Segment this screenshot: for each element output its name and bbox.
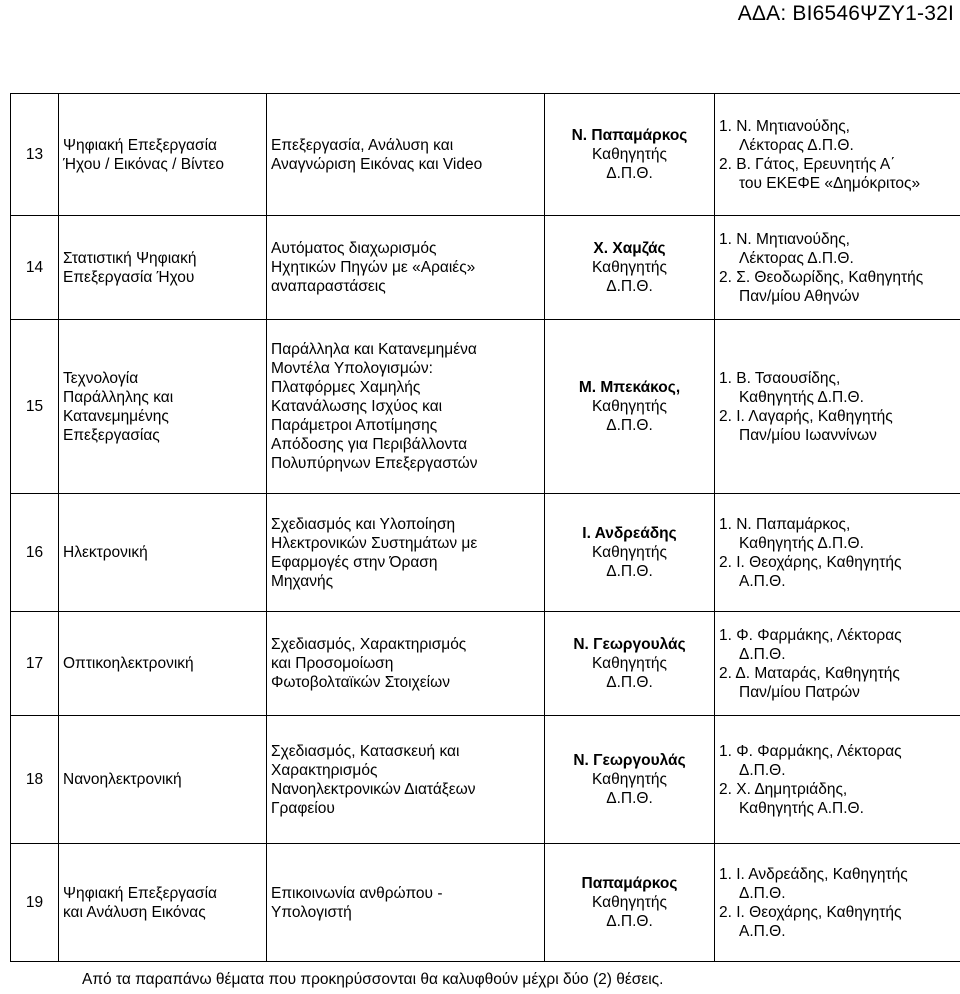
supervisor-line: Καθηγητής (592, 544, 667, 561)
title-line: Επεξεργασία, Ανάλυση και (271, 136, 454, 154)
area-line: Τεχνολογία (63, 369, 139, 387)
row-number: 18 (11, 716, 59, 844)
row-number: 13 (11, 94, 59, 216)
table-row (11, 216, 960, 320)
area-line: Επεξεργασίας (63, 426, 160, 444)
supervisor-line: Δ.Π.Θ. (606, 674, 653, 691)
supervisor-line: Δ.Π.Θ. (606, 563, 653, 580)
area-line: Επεξεργασία Ήχου (63, 268, 195, 286)
row-number: 14 (11, 216, 59, 320)
title-line: Πλατφόρμες Χαμηλής (271, 379, 421, 396)
area-line: Οπτικοηλεκτρονική (63, 655, 194, 672)
table-row (11, 716, 960, 844)
title-line: Νανοηλεκτρονικών Διατάξεων (271, 780, 476, 798)
area-cell (59, 612, 267, 716)
area-cell (59, 216, 267, 320)
title-line: Σχεδιασμός, Κατασκευή και (271, 742, 460, 760)
area-line: Ήχου / Εικόνας / Βίντεο (63, 155, 224, 173)
title-line: Αυτόματος διαχωρισμός (271, 240, 437, 257)
committee-cell (715, 320, 960, 494)
committee-line: 1. Β. Τσαουσίδης, (719, 369, 841, 387)
title-line: Μοντέλα Υπολογισμών: (271, 360, 433, 377)
area-line: Ψηφιακή Επεξεργασία (63, 136, 217, 154)
title-cell (267, 216, 545, 320)
committee-line: Δ.Π.Θ. (739, 884, 786, 902)
supervisor-cell (545, 216, 715, 320)
title-line: Σχεδιασμός και Υλοποίηση (271, 515, 456, 533)
committee-line: Δ.Π.Θ. (739, 645, 786, 663)
supervisor-line: Δ.Π.Θ. (606, 278, 653, 295)
title-line: Παράμετροι Αποτίμησης (271, 417, 438, 434)
committee-line: Λέκτορας Δ.Π.Θ. (739, 136, 854, 154)
supervisor-line: Καθηγητής (592, 259, 667, 276)
row-number: 17 (11, 612, 59, 716)
title-line: Μηχανής (271, 572, 334, 590)
committee-line: 2. Δ. Ματαράς, Καθηγητής (719, 664, 900, 682)
area-line: Κατανεμημένης (63, 407, 169, 425)
title-cell (267, 320, 545, 494)
title-line: Γραφείου (271, 799, 335, 817)
committee-cell (715, 494, 960, 612)
committee-line: 1. Φ. Φαρμάκης, Λέκτορας (719, 742, 902, 760)
title-line: Εφαρμογές στην Όραση (271, 553, 438, 571)
title-line: Απόδοσης για Περιβάλλοντα (271, 436, 468, 453)
title-cell (267, 494, 545, 612)
area-cell (59, 494, 267, 612)
row-number: 16 (11, 494, 59, 612)
supervisor-line: Δ.Π.Θ. (606, 417, 653, 434)
supervisor-line: Ν. Γεωργουλάς (573, 752, 686, 769)
table-row (11, 494, 960, 612)
area-cell (59, 94, 267, 216)
title-line: αναπαραστάσεις (271, 278, 386, 295)
committee-line: 1. Φ. Φαρμάκης, Λέκτορας (719, 626, 902, 644)
committee-cell (715, 844, 960, 962)
area-cell (59, 716, 267, 844)
supervisor-line: Χ. Χαμζάς (593, 240, 666, 257)
committee-line: Λέκτορας Δ.Π.Θ. (739, 249, 854, 267)
title-line: Ηλεκτρονικών Συστημάτων με (271, 534, 478, 552)
supervisor-cell (545, 716, 715, 844)
title-line: Παράλληλα και Κατανεμημένα (271, 341, 477, 358)
title-line: Σχεδιασμός, Χαρακτηρισμός (271, 636, 467, 653)
title-line: Επικοινωνία ανθρώπου - (271, 884, 443, 902)
area-line: Ψηφιακή Επεξεργασία (63, 884, 217, 902)
supervisor-line: Δ.Π.Θ. (606, 790, 653, 807)
footnote: Από τα παραπάνω θέματα που προκηρύσσονται θα καλυφθούν μέχρι δύο (2) θέσεις. (82, 971, 664, 988)
area-line: Παράλληλης και (63, 388, 174, 406)
table-row (11, 612, 960, 716)
row-number: 15 (11, 320, 59, 494)
table-row (11, 94, 960, 216)
area-line: και Ανάλυση Εικόνας (63, 903, 206, 921)
table-row (11, 320, 960, 494)
committee-line: Παν/μίου Αθηνών (739, 287, 860, 305)
title-line: Υπολογιστή (271, 903, 352, 921)
supervisor-line: Ν. Γεωργουλάς (573, 636, 686, 653)
committee-line: 2. Ι. Θεοχάρης, Καθηγητής (719, 903, 902, 921)
committee-line: 1. Ν. Μητιανούδης, (719, 117, 850, 135)
title-line: Πολυπύρηνων Επεξεργαστών (271, 455, 478, 472)
supervisor-line: Δ.Π.Θ. (606, 165, 653, 182)
committee-line: Α.Π.Θ. (739, 922, 786, 940)
supervisor-line: Δ.Π.Θ. (606, 913, 653, 930)
committee-line: 1. Ι. Ανδρεάδης, Καθηγητής (719, 865, 908, 883)
committee-line: Καθηγητής Δ.Π.Θ. (739, 388, 864, 406)
title-cell (267, 94, 545, 216)
committee-cell (715, 94, 960, 216)
title-line: Φωτοβολταϊκών Στοιχείων (271, 674, 450, 691)
committee-cell (715, 612, 960, 716)
supervisor-cell (545, 612, 715, 716)
committee-line: του ΕΚΕΦΕ «Δημόκριτος» (739, 174, 921, 192)
title-line: Χαρακτηρισμός (271, 761, 378, 779)
committee-line: 2. Χ. Δημητριάδης, (719, 780, 848, 798)
supervisor-cell (545, 94, 715, 216)
committee-cell (715, 716, 960, 844)
ada-code: ΑΔΑ: ΒΙ6546ΨΖΥ1-32Ι (737, 2, 954, 25)
supervisor-line: Ι. Ανδρεάδης (582, 525, 677, 542)
supervisor-line: Καθηγητής (592, 771, 667, 788)
committee-cell (715, 216, 960, 320)
area-line: Ηλεκτρονική (63, 544, 148, 561)
supervisor-line: Μ. Μπεκάκος, (578, 379, 681, 396)
topics-table (10, 93, 960, 962)
area-line: Νανοηλεκτρονική (63, 771, 182, 788)
area-cell (59, 844, 267, 962)
supervisor-line: Καθηγητής (592, 146, 667, 163)
title-line: και Προσομοίωση (271, 655, 394, 672)
title-line: Κατανάλωσης Ισχύος και (271, 398, 443, 415)
committee-line: Καθηγητής Δ.Π.Θ. (739, 534, 864, 552)
table-row (11, 844, 960, 962)
supervisor-line: Καθηγητής (592, 655, 667, 672)
committee-line: Δ.Π.Θ. (739, 761, 786, 779)
committee-line: 2. Σ. Θεοδωρίδης, Καθηγητής (719, 268, 924, 286)
supervisor-line: Παπαμάρκος (581, 875, 678, 892)
area-cell (59, 320, 267, 494)
committee-line: 1. Ν. Μητιανούδης, (719, 230, 850, 248)
title-line: Ηχητικών Πηγών με «Αραιές» (271, 259, 476, 276)
supervisor-cell (545, 320, 715, 494)
committee-line: 2. Β. Γάτος, Ερευνητής Α΄ (719, 155, 896, 173)
committee-line: 2. Ι. Λαγαρής, Καθηγητής (719, 407, 893, 425)
committee-line: Α.Π.Θ. (739, 572, 786, 590)
area-line: Στατιστική Ψηφιακή (63, 249, 197, 267)
committee-line: Καθηγητής Α.Π.Θ. (739, 799, 864, 817)
row-number: 19 (11, 844, 59, 962)
committee-line: Παν/μίου Ιωαννίνων (739, 426, 877, 444)
supervisor-line: Καθηγητής (592, 894, 667, 911)
committee-line: Παν/μίου Πατρών (739, 683, 860, 701)
title-line: Αναγνώριση Εικόνας και Video (271, 155, 483, 173)
supervisor-line: Καθηγητής (592, 398, 667, 415)
committee-line: 2. Ι. Θεοχάρης, Καθηγητής (719, 553, 902, 571)
supervisor-cell (545, 844, 715, 962)
supervisor-line: Ν. Παπαμάρκος (571, 127, 688, 144)
title-cell (267, 844, 545, 962)
title-cell (267, 716, 545, 844)
supervisor-cell (545, 494, 715, 612)
committee-line: 1. Ν. Παπαμάρκος, (719, 515, 851, 533)
title-cell (267, 612, 545, 716)
